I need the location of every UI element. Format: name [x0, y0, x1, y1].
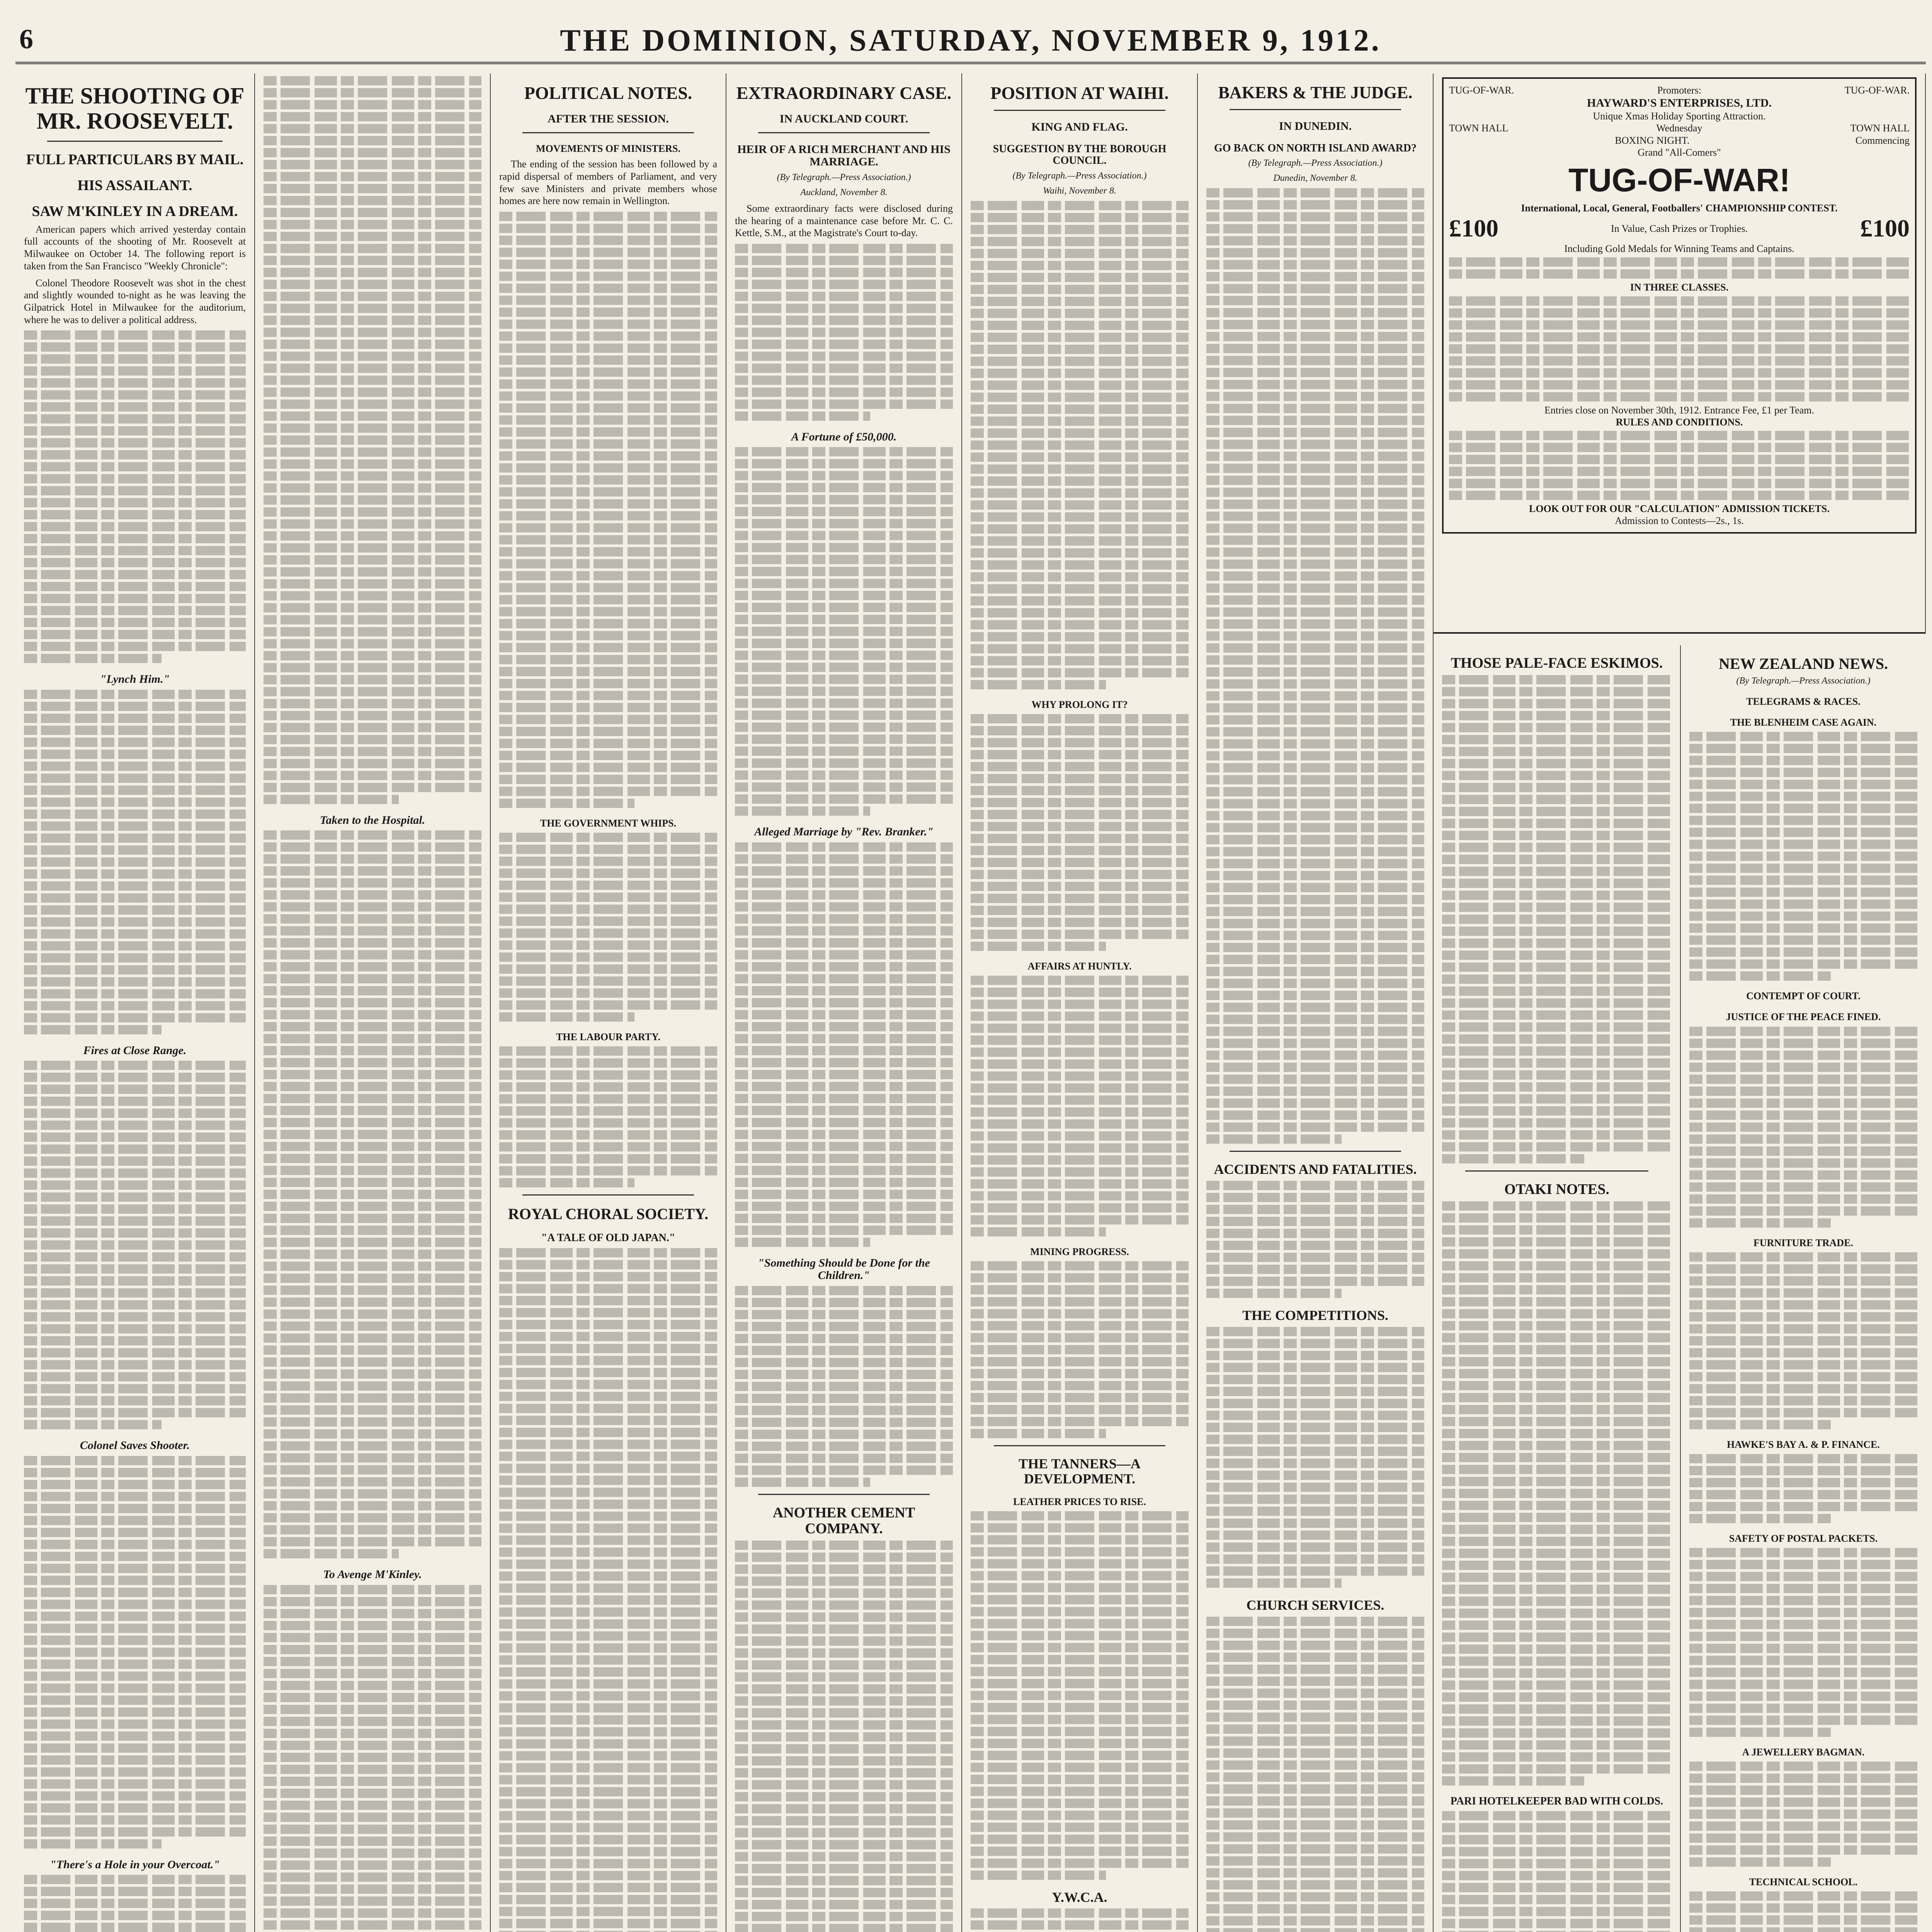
ad-championship: International, Local, General, Footballers' CHAMPIONSHIP CONTEST.	[1521, 202, 1838, 214]
dateline: Waihi, November 8.	[1043, 185, 1116, 196]
subhead-justice-fined: JUSTICE OF THE PEACE FINED.	[1726, 1011, 1881, 1023]
subhead-tale-of-japan: "A TALE OF OLD JAPAN."	[541, 1232, 675, 1244]
headline-cement-company: ANOTHER CEMENT COMPANY.	[772, 1504, 915, 1537]
headline-accidents: ACCIDENTS AND FATALITIES.	[1214, 1162, 1417, 1177]
subhead-alleged-marriage: Alleged Marriage by "Rev. Branker."	[754, 825, 934, 838]
ad-promoter-name: HAYWARD'S ENTERPRISES, LTD.	[1587, 97, 1772, 110]
ad-prize-left: £100	[1449, 214, 1498, 242]
headline-political-notes: POLITICAL NOTES.	[524, 83, 692, 103]
subhead-children: "Something Should be Done for the Children."	[758, 1256, 930, 1282]
ad-commencing-right: Commencing	[1855, 134, 1910, 146]
headline-eskimos: THOSE PALE-FACE ESKIMOS.	[1451, 655, 1663, 671]
ad-venue-right: TOWN HALL	[1850, 122, 1910, 134]
ad-top-left: TUG-OF-WAR.	[1449, 85, 1514, 96]
dateline: Auckland, November 8.	[800, 187, 888, 197]
subhead-avenge-mckinley: To Avenge M'Kinley.	[323, 1568, 422, 1581]
subhead-fires-close-range: Fires at Close Range.	[83, 1044, 187, 1057]
subhead-full-particulars: FULL PARTICULARS BY MAIL.	[26, 151, 244, 168]
subhead-labour-party: THE LABOUR PARTY.	[556, 1031, 660, 1043]
column-3	[491, 73, 726, 1932]
subhead-borough-council: SUGGESTION BY THE BOROUGH COUNCIL.	[993, 143, 1167, 167]
ad-event-note: Unique Xmas Holiday Sporting Attraction.	[1593, 111, 1766, 122]
subhead-telegrams: TELEGRAMS & RACES.	[1746, 696, 1861, 707]
byline: (By Telegraph.—Press Association.)	[1736, 676, 1871, 686]
headline-extraordinary-case: EXTRAORDINARY CASE.	[736, 83, 952, 103]
dateline: Dunedin, November 8.	[1273, 173, 1357, 184]
subhead-technical-school: TECHNICAL SCHOOL.	[1749, 1876, 1858, 1888]
ad-commencing-left: Wednesday	[1656, 122, 1702, 134]
subhead-postal-packets: SAFETY OF POSTAL PACKETS.	[1729, 1532, 1878, 1544]
subhead-contempt: CONTEMPT OF COURT.	[1746, 990, 1861, 1002]
column-8	[1681, 645, 1926, 1932]
tug-of-war-advertisement	[1434, 73, 1926, 634]
headline-bakers-judge: BAKERS & THE JUDGE.	[1218, 83, 1413, 102]
subhead-dream: SAW M'KINLEY IN A DREAM.	[32, 203, 238, 219]
ad-promoters: Promoters:	[1657, 85, 1702, 96]
headline-ywca: Y.W.C.A.	[1052, 1889, 1107, 1905]
ad-entries: Entries close on November 30th, 1912. Entrance Fee, £1 per Team.	[1544, 404, 1815, 416]
subhead-taken-to-hospital: Taken to the Hospital.	[320, 814, 425, 827]
headline-pari-hotelkeeper: PARI HOTELKEEPER BAD WITH COLDS.	[1450, 1795, 1663, 1808]
subhead-mining-progress: MINING PROGRESS.	[1030, 1246, 1129, 1257]
subhead-jewellery-bagman: A JEWELLERY BAGMAN.	[1742, 1746, 1865, 1758]
headline-new-zealand-news: NEW ZEALAND NEWS.	[1718, 655, 1888, 672]
subhead-lynch-him: "Lynch Him."	[100, 673, 170, 686]
ad-admission: Admission to Contests—2s., 1s.	[1615, 515, 1744, 527]
page-number: 6	[19, 24, 33, 54]
subhead-after-session: AFTER THE SESSION.	[548, 112, 669, 125]
headline-royal-choral: ROYAL CHORAL SOCIETY.	[508, 1205, 709, 1223]
subhead-leather-prices: LEATHER PRICES TO RISE.	[1013, 1496, 1146, 1507]
headline-otaki: OTAKI NOTES.	[1504, 1181, 1609, 1198]
subhead-government-whips: THE GOVERNMENT WHIPS.	[540, 818, 677, 829]
ad-venue-left: TOWN HALL	[1449, 122, 1509, 134]
subhead-north-island-award: GO BACK ON NORTH ISLAND AWARD?	[1214, 142, 1417, 154]
byline: (By Telegraph.—Press Association.)	[777, 172, 911, 182]
headline-position-waihi: POSITION AT WAIHI.	[990, 83, 1169, 103]
ad-prize-note: Including Gold Medals for Winning Teams and Captains.	[1564, 243, 1794, 255]
column-7	[1434, 645, 1681, 1932]
masthead	[15, 23, 1926, 64]
ad-lookout: LOOK OUT FOR OUR "CALCULATION" ADMISSION TICKETS.	[1529, 503, 1830, 514]
subhead-dunedin: IN DUNEDIN.	[1279, 119, 1352, 133]
headline-church-services: CHURCH SERVICES.	[1246, 1597, 1384, 1613]
subhead-hole-in-overcoat: "There's a Hole in your Overcoat."	[50, 1858, 220, 1871]
page-columns	[15, 73, 1926, 1932]
ad-classes: IN THREE CLASSES.	[1630, 282, 1729, 293]
headline-roosevelt: THE SHOOTING OF MR. ROOSEVELT.	[25, 83, 245, 134]
subhead-furniture: FURNITURE TRADE.	[1753, 1237, 1854, 1248]
byline: (By Telegraph.—Press Association.)	[1012, 170, 1147, 181]
subhead-hawkes-bay: HAWKE'S BAY A. & P. FINANCE.	[1727, 1439, 1880, 1450]
subhead-movements: MOVEMENTS OF MINISTERS.	[536, 143, 680, 155]
byline: (By Telegraph.—Press Association.)	[1248, 158, 1383, 168]
subhead-affairs-huntly: AFFAIRS AT HUNTLY.	[1027, 960, 1132, 972]
ad-boxing-night: BOXING NIGHT.	[1615, 134, 1690, 146]
article-paragraph: Some extraordinary facts were disclosed during the hearing of a maintenance case before Mr. C. C. Kettle, S.M., at the Magistrate's Court to-day.	[735, 202, 953, 239]
ad-top-right: TUG-OF-WAR.	[1844, 85, 1910, 96]
ad-rules: RULES AND CONDITIONS.	[1616, 416, 1743, 428]
column-1	[15, 73, 255, 1932]
headline-tanners: THE TANNERS—A DEVELOPMENT.	[1019, 1456, 1141, 1486]
ad-big-title: TUG-OF-WAR!	[1568, 162, 1790, 198]
subhead-king-flag: KING AND FLAG.	[1031, 120, 1128, 133]
subhead-fortune: A Fortune of £50,000.	[791, 430, 897, 443]
headline-competitions: THE COMPETITIONS.	[1242, 1308, 1389, 1323]
newspaper-title: THE DOMINION, SATURDAY, NOVEMBER 9, 1912.	[560, 24, 1381, 58]
ad-grand: Grand "All-Comers"	[1638, 146, 1721, 158]
subhead-assailant: HIS ASSAILANT.	[77, 177, 192, 194]
column-5	[962, 73, 1198, 1932]
subhead-why-prolong: WHY PROLONG IT?	[1031, 699, 1128, 710]
subhead-blenheim: THE BLENHEIM CASE AGAIN.	[1730, 717, 1877, 728]
ad-prize-right: £100	[1860, 214, 1910, 242]
article-paragraph: Colonel Theodore Roosevelt was shot in the chest and slightly wounded to-night as he was leaving the Gilpatrick Hotel in Milwaukee for the auditorium, where he was to deliver a political address.	[24, 277, 246, 325]
column-6	[1198, 73, 1434, 1932]
article-paragraph: American papers which arrived yesterday contain full accounts of the shooting of Mr. Roosevelt at Milwaukee on October 14. The following report is taken from the San Francisco "Weekly Chronicle":	[24, 223, 246, 272]
column-2	[255, 73, 491, 1932]
ad-prize-middle: In Value, Cash Prizes or Trophies.	[1611, 223, 1748, 234]
subhead-colonel-saves-shooter: Colonel Saves Shooter.	[80, 1439, 190, 1452]
article-paragraph: The ending of the session has been followed by a rapid dispersal of members of Parliament, and very few save Ministers and private members whose homes are here now remain in Wellington.	[499, 158, 717, 207]
subhead-auckland-court: IN AUCKLAND COURT.	[779, 112, 908, 125]
column-4	[726, 73, 962, 1932]
subhead-heir: HEIR OF A RICH MERCHANT AND HIS MARRIAGE.	[737, 143, 951, 168]
